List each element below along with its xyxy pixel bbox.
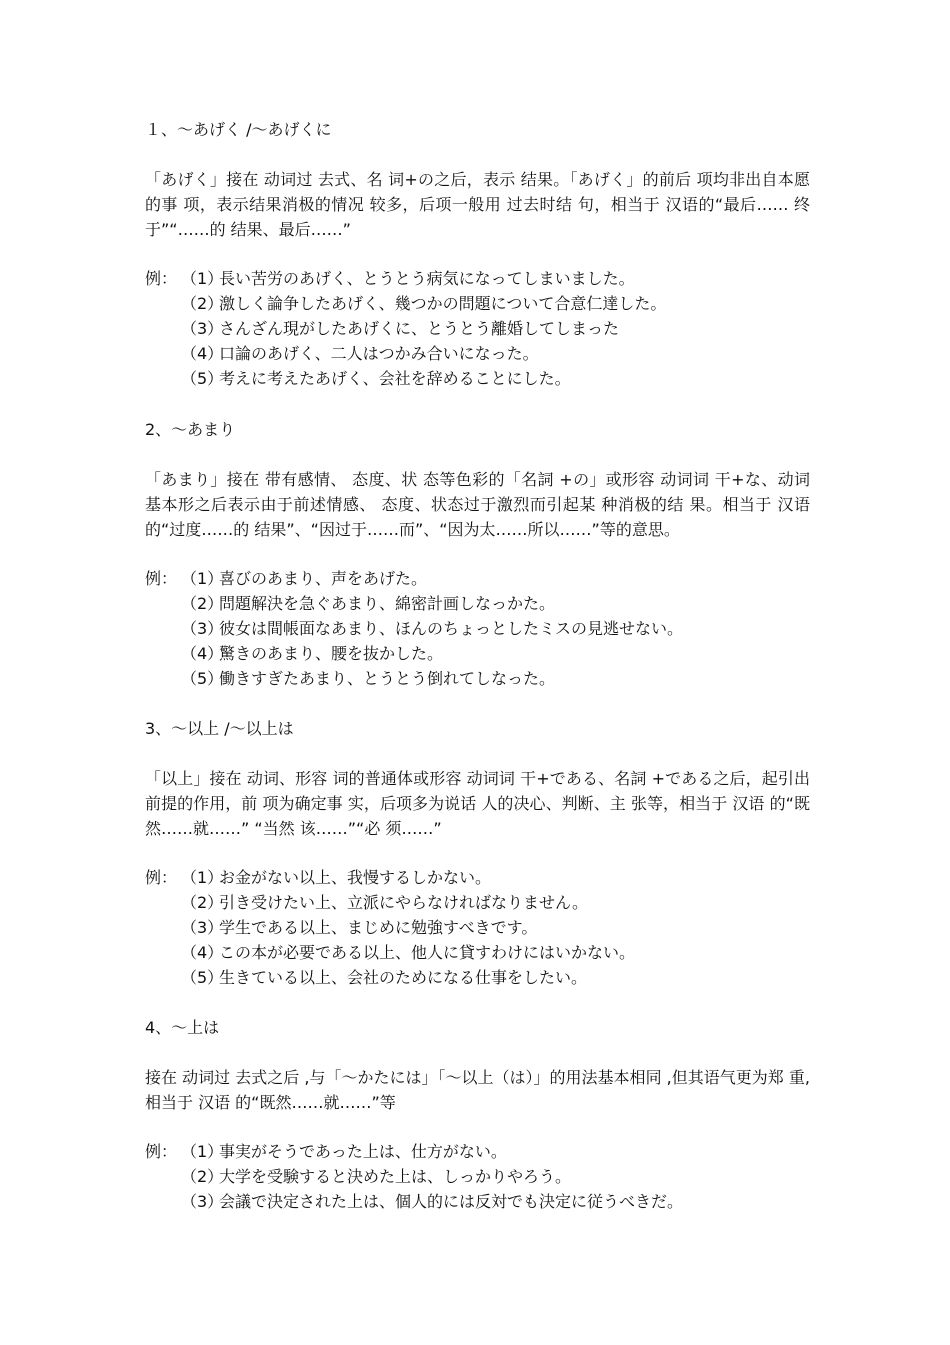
section-description: 「以上」接在 动词、形容 词的普通体或形容 动词词 干+である、名詞 +である之后，起引出前提的作用，前 项为确定事 实，后项多为说话 人的决心、判断、主 张等，相当于 汉语 的“既然……就……” “当然 该……”“必 须……” <box>145 769 810 838</box>
example-item <box>145 616 810 641</box>
grammar-section-amari <box>145 419 810 691</box>
example-list <box>145 566 810 691</box>
example-sentence: 働きすぎたあまり、とうとう倒れてしなった。 <box>219 669 556 688</box>
example-item <box>145 1164 810 1189</box>
example-item <box>145 1139 810 1164</box>
example-item <box>145 366 810 391</box>
section-description: 「あげく」接在 动词过 去式、名 词+の之后，表示 结果。「あげく」的前后 项均非出自本愿的事 项，表示结果消极的情况 较多，后项一般用 过去时结 句，相当于 汉语的“最后…… 终于”“……的 结果、最后……” <box>145 170 810 239</box>
example-sentence: 喜びのあまり、声をあげた。 <box>219 569 428 588</box>
example-number: （5） <box>181 669 224 688</box>
example-number: （2） <box>181 594 224 613</box>
example-sentence: 激しく論争したあげく、幾つかの問題について合意仁達した。 <box>219 294 667 313</box>
example-number: （3） <box>181 619 224 638</box>
section-title: 2、～あまり <box>145 420 236 439</box>
section-title: １、～あげく /～あげくに <box>145 120 332 139</box>
example-item <box>145 266 810 291</box>
example-number: （3） <box>181 1192 224 1211</box>
example-number: （3） <box>181 319 224 338</box>
example-item <box>145 666 810 691</box>
grammar-section-ue-wa <box>145 1017 810 1214</box>
example-sentence: 大学を受験すると決めた上は、しっかりやろう。 <box>219 1167 572 1186</box>
example-item <box>145 965 810 990</box>
example-number: （4） <box>181 644 224 663</box>
example-sentence: 驚きのあまり、腰を抜かした。 <box>219 644 444 663</box>
grammar-section-ijou <box>145 718 810 990</box>
example-prefix: 例： <box>145 1142 178 1161</box>
example-sentence: 引き受けたい上、立派にやらなければなりません。 <box>219 893 588 912</box>
example-number: （2） <box>181 1167 224 1186</box>
example-number: （4） <box>181 344 224 363</box>
example-number: （2） <box>181 294 224 313</box>
example-sentence: お金がない以上、我慢するしかない。 <box>219 868 492 887</box>
example-prefix: 例： <box>145 269 178 288</box>
example-item <box>145 940 810 965</box>
example-list <box>145 266 810 391</box>
example-sentence: 生きている以上、会社のためになる仕事をしたい。 <box>219 968 588 987</box>
example-sentence: 学生である以上、まじめに勉強すべきです。 <box>219 918 538 937</box>
example-number: （5） <box>181 968 224 987</box>
example-number: （4） <box>181 943 224 962</box>
section-description: 「あまり」接在 带有感情、 态度、状 态等色彩的「名詞 +の」或形容 动词词 干+な、动词基本形之后表示由于前述情感、 态度、状态过于激烈而引起某 种消极的结 果。相当于 汉语的“过度……的 结果”、“因过于……而”、“因为太……所以……”等的意思。 <box>145 470 810 539</box>
example-item <box>145 641 810 666</box>
example-sentence: 考えに考えたあげく、会社を辞めることにした。 <box>219 369 571 388</box>
example-number: （2） <box>181 893 224 912</box>
example-sentence: 事実がそうであった上は、仕方がない。 <box>219 1142 507 1161</box>
example-item <box>145 915 810 940</box>
example-number: （5） <box>181 369 224 388</box>
example-prefix: 例： <box>145 868 178 887</box>
example-prefix: 例： <box>145 569 178 588</box>
example-number: （1） <box>181 569 224 588</box>
example-item <box>145 1189 810 1214</box>
example-item <box>145 341 810 366</box>
section-title: 4、～上は <box>145 1018 220 1037</box>
example-number: （1） <box>181 868 224 887</box>
example-sentence: 会議で決定された上は、個人的には反対でも決定に従うべきだ。 <box>219 1192 684 1211</box>
example-item <box>145 316 810 341</box>
section-description: 接在 动词过 去式之后 ,与「～かたには」「～以上（は）」的用法基本相同 ,但其语气更为郑 重,相当于 汉语 的“既然……就……”等 <box>145 1068 810 1112</box>
example-sentence: 彼女は間帳面なあまり、ほんのちょっとしたミスの見逃せない。 <box>219 619 684 638</box>
section-title: 3、～以上 /～以上は <box>145 719 294 738</box>
example-number: （1） <box>181 269 224 288</box>
example-sentence: この本が必要である以上、他人に貸すわけにはいかない。 <box>219 943 636 962</box>
example-number: （1） <box>181 1142 224 1161</box>
example-item <box>145 566 810 591</box>
grammar-section-ageku <box>145 119 810 391</box>
example-sentence: 問題解決を急ぐあまり、綿密計画しなっかた。 <box>219 594 556 613</box>
example-item <box>145 591 810 616</box>
example-list <box>145 865 810 990</box>
example-item <box>145 890 810 915</box>
example-sentence: さんざん現がしたあげくに、とうとう離婚してしまった <box>219 319 620 338</box>
example-sentence: 長い苦労のあげく、とうとう病気になってしまいました。 <box>219 269 635 288</box>
example-item <box>145 865 810 890</box>
example-list <box>145 1139 810 1214</box>
example-sentence: 口論のあげく、二人はつかみ合いになった。 <box>219 344 539 363</box>
example-item <box>145 291 810 316</box>
example-number: （3） <box>181 918 224 937</box>
